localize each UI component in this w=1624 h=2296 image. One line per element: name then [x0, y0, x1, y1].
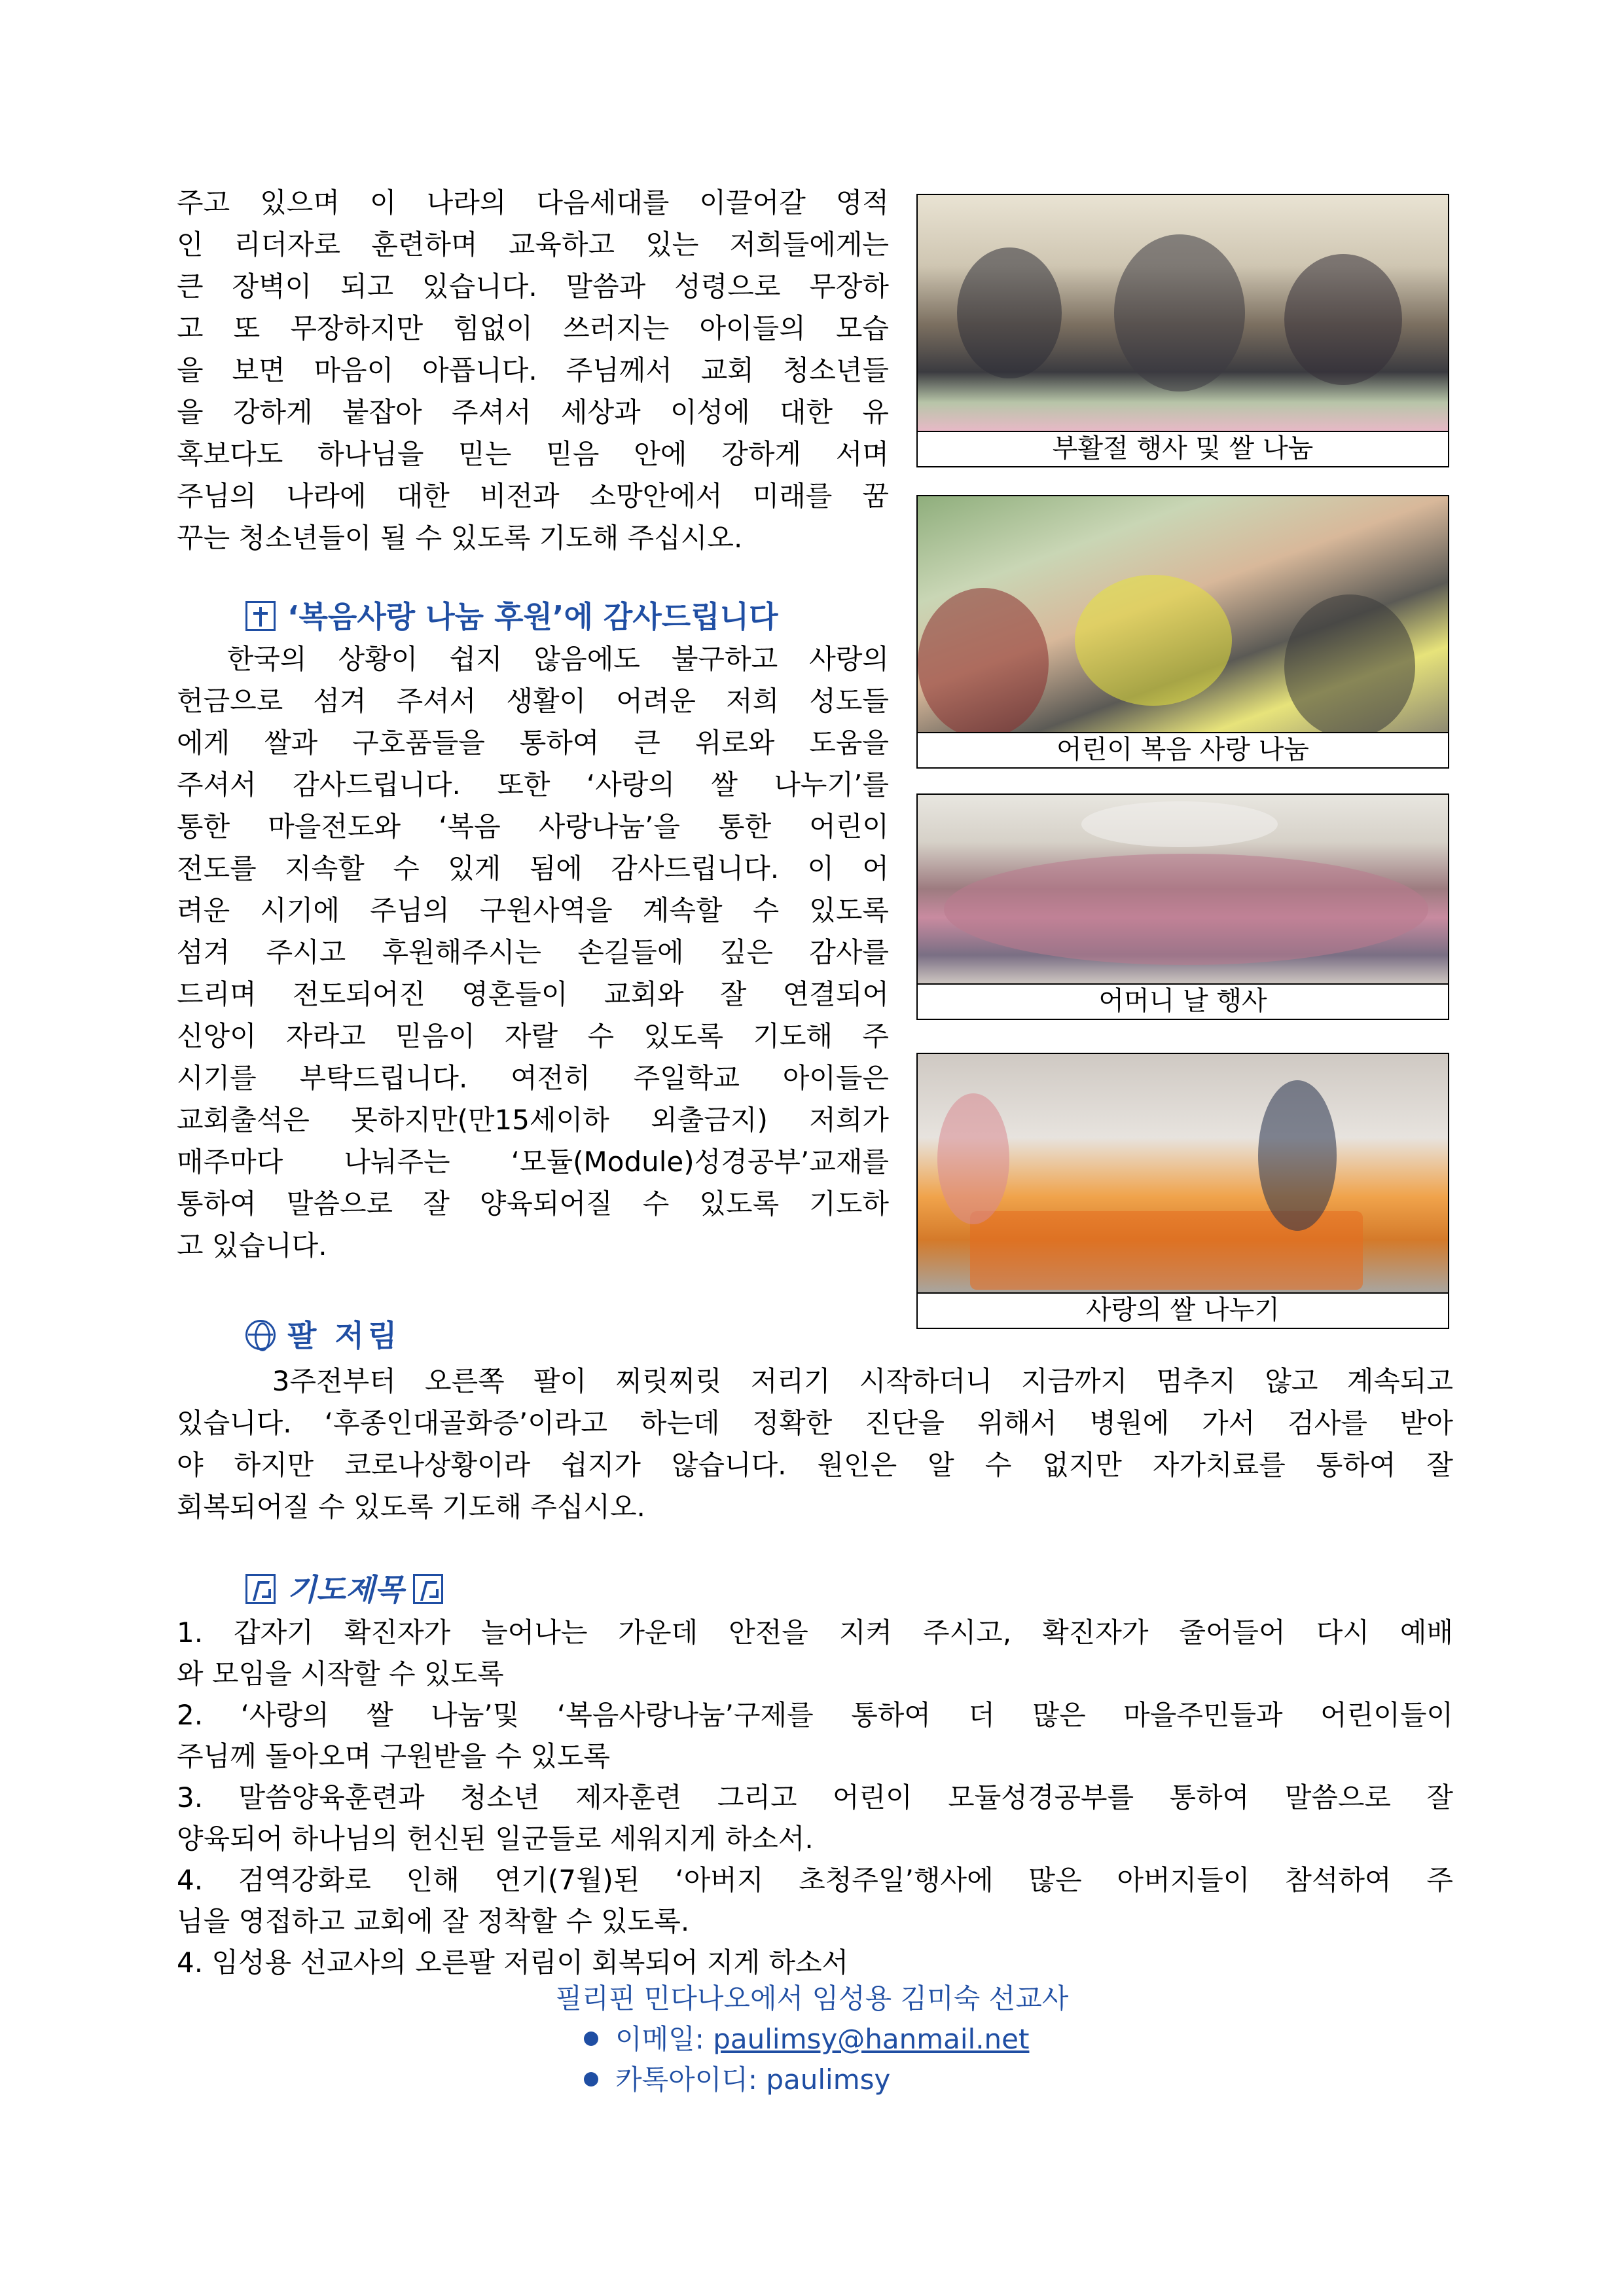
text-line: 주님의 나라에 대한 비전과 소망안에서 미래를 꿈	[177, 480, 889, 512]
arm-heading-text: 팔 저림	[287, 1318, 401, 1353]
text-line: 인 리더자로 훈련하며 교육하고 있는 저희들에게는	[177, 228, 889, 261]
prayer-item-line: 3. 말씀양육훈련과 청소년 제자훈련 그리고 어린이 모듈성경공부를 통하여 말씀으로 잘	[177, 1781, 1453, 1813]
photo-shape	[944, 854, 1428, 965]
prayer-item-line: 와 모임을 시작할 수 있도록	[177, 1658, 504, 1690]
prayer-heading	[245, 1570, 443, 1609]
photo-image	[918, 496, 1448, 733]
photo-shape	[937, 1093, 1009, 1224]
text-line: 주셔서 감사드립니다. 또한 ‘사랑의 쌀 나누기’를	[177, 769, 889, 801]
photo-shape	[918, 588, 1049, 733]
thanks-paragraph	[177, 638, 889, 1267]
text-line: 있습니다. ‘후종인대골화증’이라고 하는데 정확한 진단을 위해서 병원에 가서 검사를 받아	[177, 1407, 1453, 1439]
arm-heading	[245, 1316, 401, 1355]
photo-shape	[1284, 254, 1402, 385]
email-link[interactable]: paulimsy@hanmail.net	[713, 2023, 1030, 2055]
photo-shape	[1081, 801, 1278, 847]
thanks-heading	[245, 597, 778, 636]
text-line: 주고 있으며 이 나라의 다음세대를 이끌어갈 영적	[177, 187, 889, 219]
text-line: 매주마다 나눠주는 ‘모듈(Module)성경공부’교재를	[177, 1146, 889, 1178]
prayer-list	[177, 1612, 1453, 1983]
missionary-signature: 필리핀 민다나오에서 임성용 김미숙 선교사	[555, 1982, 1069, 2014]
photo-image	[918, 795, 1448, 985]
photo-shape	[1284, 594, 1415, 733]
photo-caption: 부활절 행사 및 쌀 나눔	[1052, 433, 1314, 464]
text-line: 신앙이 자라고 믿음이 자랄 수 있도록 기도해 주	[177, 1020, 889, 1052]
prayer-item-line: 양육되어 하나님의 헌신된 일군들로 세워지게 하소서.	[177, 1823, 814, 1855]
intro-paragraph	[177, 182, 889, 559]
photo-caption: 사랑의 쌀 나누기	[1086, 1295, 1280, 1325]
bullet-icon	[584, 2032, 598, 2046]
text-line: 큰 장벽이 되고 있습니다. 말씀과 성령으로 무장하	[177, 270, 889, 302]
text-line: 을 보면 마음이 아픕니다. 주님께서 교회 청소년들	[177, 354, 889, 386]
photo-image	[918, 1054, 1448, 1294]
contact-kakao	[584, 2060, 890, 2100]
text-line: 려운 시기에 주님의 구원사역을 계속할 수 있도록	[177, 894, 889, 926]
text-line: 한국의 상황이 쉽지 않음에도 불구하고 사랑의	[177, 643, 889, 675]
text-line: 전도를 지속할 수 있게 됨에 감사드립니다. 이 어	[177, 852, 889, 884]
praying-hands-icon	[245, 1574, 276, 1604]
prayer-item-line: 2. ‘사랑의 쌀 나눔’및 ‘복음사랑나눔’구제를 통하여 더 많은 마을주민들과 어린이들이	[177, 1699, 1453, 1731]
prayer-item-line: 1. 갑자기 확진자가 늘어나는 가운데 안전을 지켜 주시고, 확진자가 줄어들어 다시 예배	[177, 1616, 1453, 1649]
email-label: 이메일:	[615, 2023, 713, 2055]
text-line: 3주전부터 오른쪽 팔이 찌릿찌릿 저리기 시작하더니 지금까지 멈추지 않고 계속되고	[177, 1365, 1453, 1397]
text-line: 고 있습니다.	[177, 1230, 327, 1262]
globe-icon	[245, 1320, 276, 1350]
photo-children-gospel-sharing	[916, 495, 1449, 769]
photo-image	[918, 195, 1448, 432]
thanks-heading-text: ‘복음사랑 나눔 후원’에 감사드립니다	[287, 599, 778, 634]
prayer-item-line: 주님께 돌아오며 구원받을 수 있도록	[177, 1740, 610, 1772]
text-line: 헌금으로 섬겨 주셔서 생활이 어려운 저희 성도들	[177, 685, 889, 717]
photo-easter-rice-sharing	[916, 194, 1449, 467]
text-line: 고 또 무장하지만 힘없이 쓰러지는 아이들의 모습	[177, 312, 889, 344]
bullet-icon	[584, 2072, 598, 2086]
prayer-item-line: 님을 영접하고 교회에 잘 정착할 수 있도록.	[177, 1905, 690, 1937]
kakao-id: 카톡아이디: paulimsy	[615, 2064, 891, 2096]
text-line: 꾸는 청소년들이 될 수 있도록 기도해 주십시오.	[177, 522, 743, 554]
text-line: 야 하지만 코로나상황이라 쉽지가 않습니다. 원인은 알 수 없지만 자가치료를 통하여 잘	[177, 1449, 1453, 1481]
photo-mothers-day	[916, 793, 1449, 1020]
photo-caption: 어머니 날 행사	[1098, 986, 1267, 1016]
text-line: 혹보다도 하나님을 믿는 믿음 안에 강하게 서며	[177, 438, 889, 470]
text-line: 통한 마을전도와 ‘복음 사랑나눔’을 통한 어린이	[177, 811, 889, 843]
text-line: 통하여 말씀으로 잘 양육되어질 수 있도록 기도하	[177, 1188, 889, 1220]
cross-icon	[245, 601, 276, 631]
praying-hands-icon	[413, 1574, 443, 1604]
text-line: 을 강하게 붙잡아 주셔서 세상과 이성에 대한 유	[177, 396, 889, 428]
prayer-item-line: 4. 임성용 선교사의 오른팔 저림이 회복되어 지게 하소서	[177, 1946, 849, 1978]
contact-email	[584, 2019, 1029, 2060]
arm-paragraph	[177, 1360, 1453, 1528]
photo-shape	[1114, 234, 1245, 392]
photo-shape	[957, 247, 1062, 378]
photo-shape	[1075, 575, 1232, 706]
prayer-item-line: 4. 검역강화로 인해 연기(7월)된 ‘아버지 초청주일’행사에 많은 아버지들이 참석하여 주	[177, 1864, 1453, 1896]
photo-shape	[1258, 1080, 1337, 1231]
text-line: 회복되어질 수 있도록 기도해 주십시오.	[177, 1491, 645, 1523]
text-line: 시기를 부탁드립니다. 여전히 주일학교 아이들은	[177, 1062, 889, 1094]
text-line: 섬겨 주시고 후원해주시는 손길들에 깊은 감사를	[177, 936, 889, 968]
prayer-heading-text: 기도제목	[287, 1572, 404, 1607]
photo-rice-sharing	[916, 1053, 1449, 1329]
text-line: 교회출석은 못하지만(만15세이하 외출금지) 저희가	[177, 1104, 889, 1136]
text-line: 에게 쌀과 구호품들을 통하여 큰 위로와 도움을	[177, 727, 889, 759]
photo-caption: 어린이 복음 사랑 나눔	[1056, 735, 1309, 765]
text-line: 드리며 전도되어진 영혼들이 교회와 잘 연결되어	[177, 978, 889, 1010]
